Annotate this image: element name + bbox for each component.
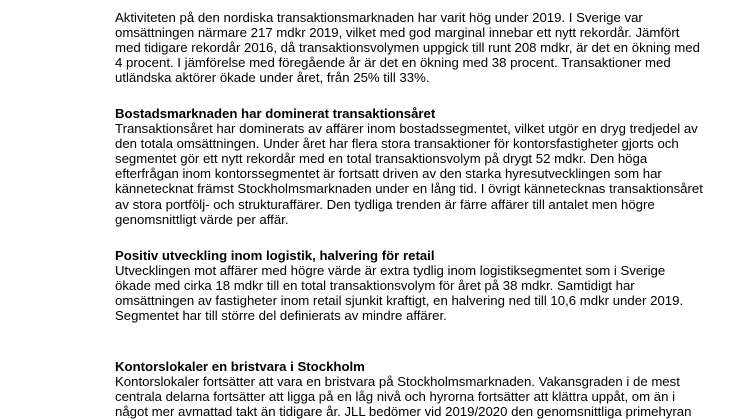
text-line: ökade med cirka 18 mdkr till en total transaktionsvolym för året på 38 mdkr. Samtidigt har [115,278,635,294]
text-line: Kontorslokaler fortsätter att vara en bristvara på Stockholmsmarknaden. Vakansgraden i de mest [115,374,680,390]
text-line: något mer avmattad takt än tidigare år. JLL bedömer vid 2019/2020 den genomsnittliga primehyran [115,404,692,419]
text-line: utländska aktörer ökade under året, från 25% till 33%. [115,70,430,86]
text-line: segmentet gör ett nytt rekordår med en total transaktionsvolym på drygt 52 mdkr. Den höga [115,151,648,167]
text-line: genomsnittligt värde per affär. [115,211,289,227]
section-heading: Bostadsmarknaden har dominerat transaktionsåret [115,106,436,121]
logistics-section [115,248,683,323]
text-line: Transaktionsåret har dominerats av affärer inom bostadssegmentet, vilket utgör en dryg tredjedel av [115,121,698,137]
text-line: av stora portfölj- och strukturaffärer. Den tydliga trenden är färre affärer till antalet men högre [115,196,655,212]
text-line: Aktiviteten på den nordiska transaktionsmarknaden har varit hög under 2019. I Sverige var [115,10,643,25]
text-line: omsättningen närmare 217 mdkr 2019, vilket med god marginal innebar ett nytt rekordår. Jämfört [115,25,680,41]
housing-section [115,106,703,227]
section-heading: Positiv utveckling inom logistik, halvering för retail [115,248,435,263]
text-line: Utvecklingen mot affärer med högre värde är extra tydlig inom logistiksegmentet som i Sverige [115,263,666,279]
intro-paragraph [115,10,700,85]
text-line: kännetecknat främst Stockholmsmarknaden under en lång tid. I övrigt kännetecknas transaktionsåret [115,181,703,197]
text-line: 4 procent. I jämförelse med föregående år är det en ökning med 38 procent. Transaktioner med [115,55,671,71]
section-heading: Kontorslokaler en bristvara i Stockholm [115,359,365,374]
text-line: omsättningen av fastigheter inom retail sjunkit kraftigt, en halvering ned till 10,6 mdkr under 2019. [115,293,684,309]
text-line: centrala delarna fortsätter att ligga på en låg nivå och hyrorna fortsätter att klättra uppåt, om än i [115,389,676,405]
office-section [115,359,691,419]
text-line: efterfrågan inom kontorssegmentet är fortsatt driven av den starka hyresutvecklingen som har [115,166,662,182]
text-line: den totala omsättningen. Under året har flera stora transaktioner för kontorsfastigheter gjorts och [115,136,679,152]
text-line: med tidigare rekordår 2016, då transaktionsvolymen uppgick till runt 208 mdkr, är det en ökning med [115,40,700,56]
text-line: Segmentet har till större del definierats av mindre affärer. [115,308,447,324]
